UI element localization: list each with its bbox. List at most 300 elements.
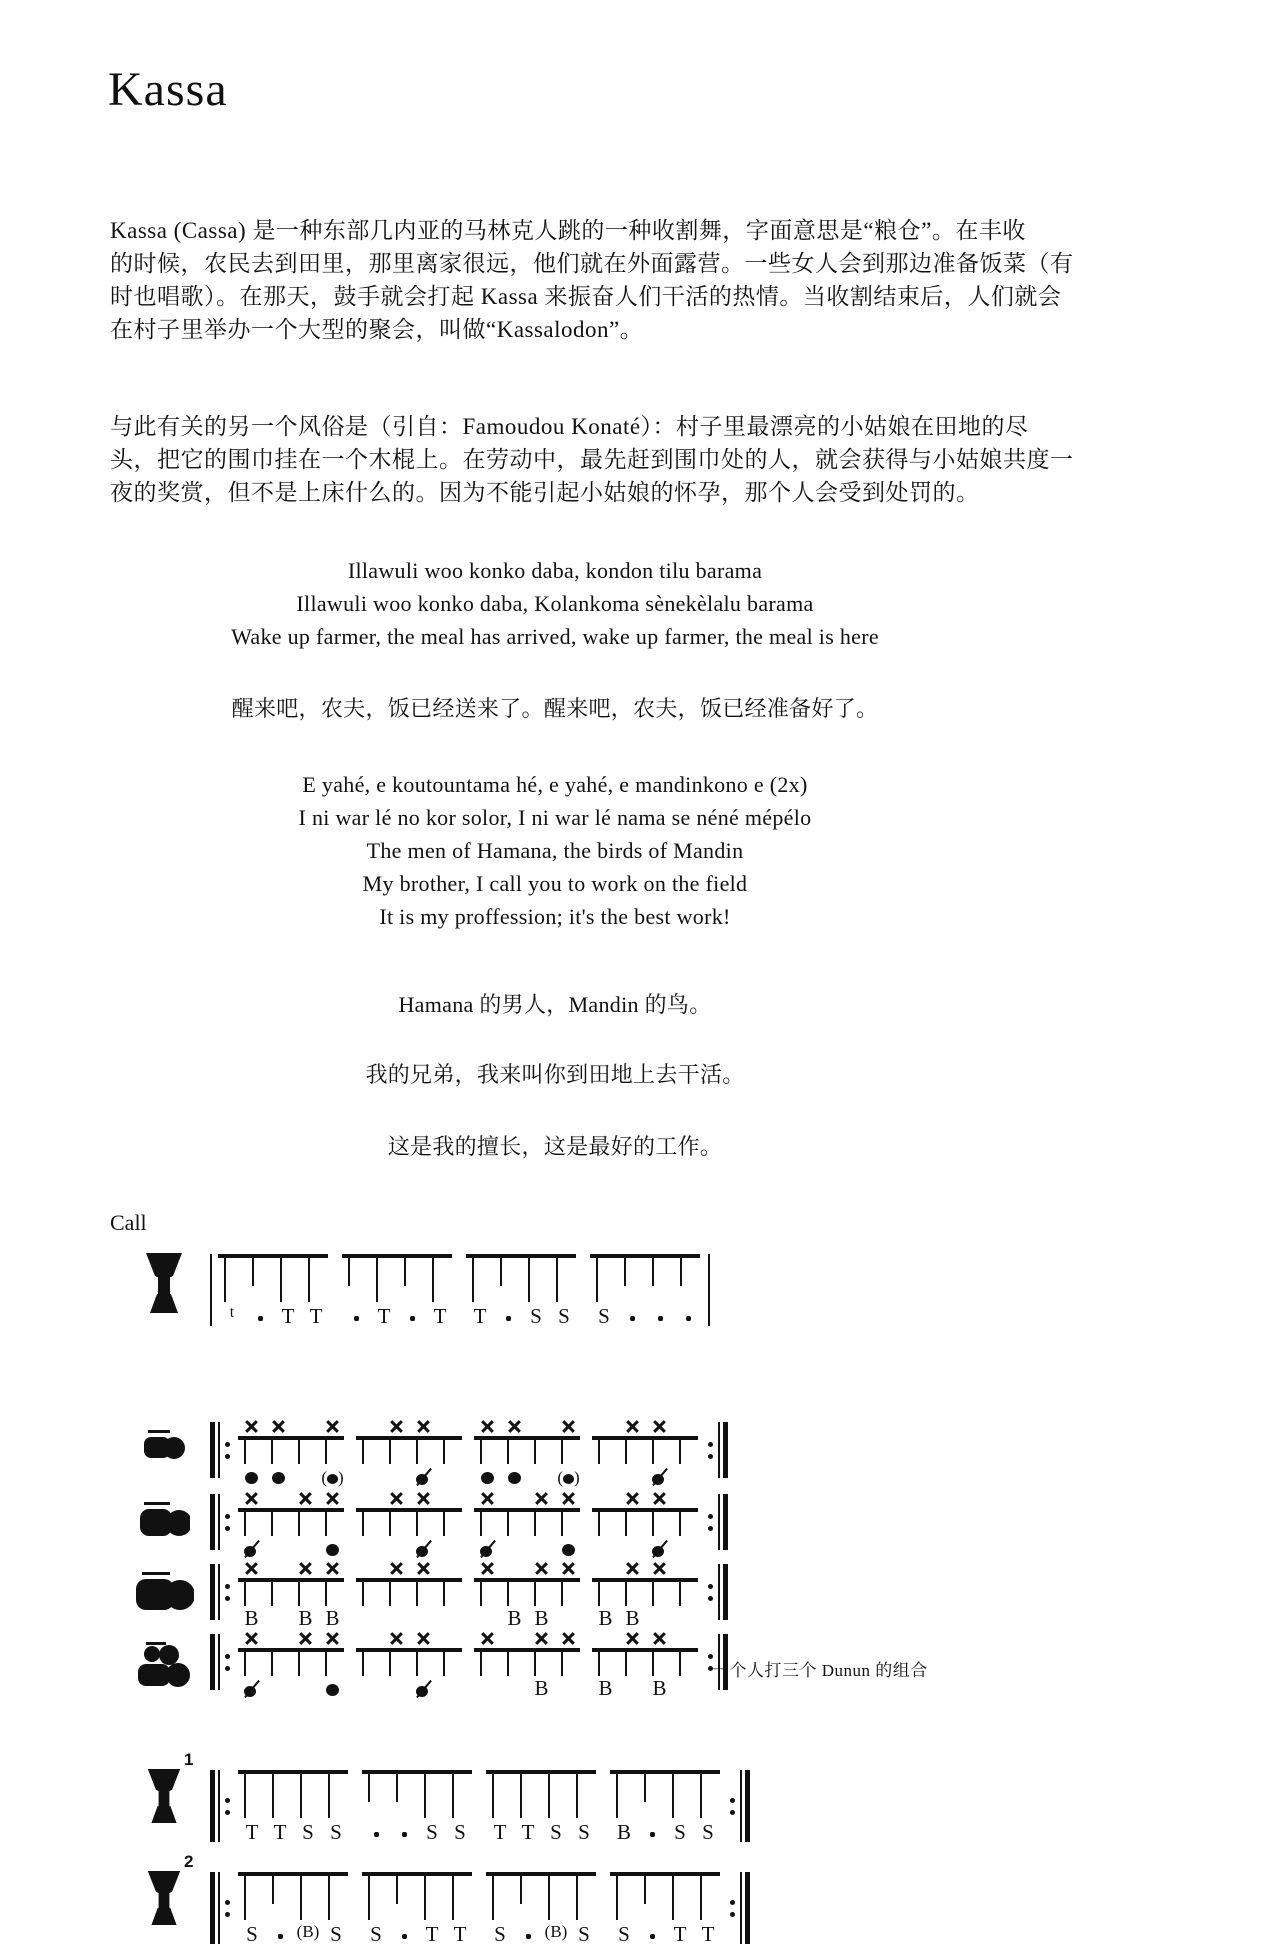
instrument-slot bbox=[118, 1632, 210, 1688]
note-cell bbox=[356, 1562, 383, 1626]
note-cell bbox=[294, 1768, 322, 1848]
note-cell bbox=[238, 1492, 265, 1556]
note-cell bbox=[383, 1420, 410, 1484]
lyric-line: My brother, I call you to work on the field bbox=[362, 871, 748, 896]
lyric-line: It is my proffession; it's the best work! bbox=[379, 904, 731, 929]
note-symbol bbox=[652, 1464, 668, 1488]
note-symbol bbox=[650, 1922, 655, 1946]
beam-group bbox=[362, 1870, 474, 1950]
repeat-end-barline bbox=[728, 1770, 750, 1842]
note-symbol bbox=[416, 1676, 432, 1700]
note-cell bbox=[437, 1562, 464, 1626]
sangban-drum-icon bbox=[138, 1502, 190, 1540]
note-symbol bbox=[326, 1536, 339, 1560]
note-symbol: (B) bbox=[296, 1922, 320, 1941]
lyric-line: E yahé, e koutountama hé, e yahé, e mandinkono e (2x) bbox=[302, 772, 808, 797]
bell-stroke-x-icon bbox=[245, 1420, 258, 1433]
beam-group bbox=[474, 1492, 582, 1556]
note-cell bbox=[319, 1420, 346, 1487]
note-cell bbox=[694, 1768, 722, 1848]
note-cell bbox=[646, 1562, 673, 1626]
beam-group bbox=[610, 1870, 722, 1950]
note-cell bbox=[398, 1252, 426, 1332]
note-symbol: T bbox=[473, 1304, 487, 1328]
barline bbox=[708, 1254, 710, 1326]
beam-group bbox=[590, 1252, 702, 1332]
beam-group bbox=[592, 1492, 700, 1556]
note-symbol: S bbox=[330, 1820, 342, 1844]
note-symbol: S bbox=[494, 1922, 506, 1946]
note-cell bbox=[292, 1632, 319, 1696]
repeat-start-barline bbox=[210, 1770, 232, 1842]
note-cell bbox=[238, 1420, 265, 1484]
note-cell bbox=[418, 1870, 446, 1950]
note-cell bbox=[319, 1562, 346, 1630]
repeat-end-barline bbox=[706, 1564, 728, 1620]
beam-group bbox=[238, 1632, 346, 1696]
note-symbol: T bbox=[245, 1820, 259, 1844]
note-cell bbox=[528, 1632, 555, 1700]
note-cell bbox=[638, 1870, 666, 1950]
paragraph-line: 与此有关的另一个风俗是（引自：Famoudou Konaté）：村子里最漂亮的小姑娘在田地的尽 bbox=[110, 414, 1029, 439]
note-cell bbox=[322, 1768, 350, 1848]
instrument-slot bbox=[118, 1562, 210, 1614]
bell-stroke-x-icon bbox=[417, 1632, 430, 1645]
note-symbol: B bbox=[507, 1606, 522, 1630]
call-label: Call bbox=[110, 1210, 147, 1235]
notation-row-djembe-2 bbox=[118, 1852, 750, 1950]
note-cell bbox=[555, 1492, 582, 1556]
bell-stroke-x-icon bbox=[245, 1632, 258, 1645]
note-cell bbox=[592, 1420, 619, 1484]
bell-stroke-x-icon bbox=[390, 1632, 403, 1645]
djembe-icon bbox=[144, 1252, 184, 1314]
bell-stroke-x-icon bbox=[626, 1562, 639, 1575]
row-number-label: 1 bbox=[184, 1750, 194, 1769]
note-cell bbox=[238, 1562, 265, 1630]
bell-stroke-x-icon bbox=[626, 1420, 639, 1433]
note-symbol bbox=[480, 1536, 496, 1560]
note-symbol bbox=[244, 1536, 260, 1560]
note-cell bbox=[618, 1252, 646, 1332]
note-cell bbox=[528, 1562, 555, 1630]
instrument-slot bbox=[118, 1252, 210, 1314]
note-symbol: S bbox=[454, 1820, 466, 1844]
note-symbol bbox=[652, 1536, 668, 1560]
note-symbol bbox=[258, 1304, 263, 1328]
note-cell bbox=[494, 1252, 522, 1332]
custom-paragraph bbox=[110, 410, 1190, 509]
note-cell bbox=[446, 1768, 474, 1848]
note-cell bbox=[362, 1768, 390, 1848]
note-symbol: S bbox=[558, 1304, 570, 1328]
beam-group bbox=[486, 1768, 598, 1848]
note-cell bbox=[238, 1870, 266, 1950]
note-cell bbox=[646, 1252, 674, 1332]
beam-group bbox=[356, 1632, 464, 1696]
note-symbol bbox=[244, 1676, 260, 1700]
note-cell bbox=[619, 1632, 646, 1696]
intro-paragraph bbox=[110, 214, 1190, 346]
note-cell bbox=[592, 1492, 619, 1556]
note-cell bbox=[437, 1632, 464, 1696]
note-symbol: S bbox=[702, 1820, 714, 1844]
note-symbol: t bbox=[229, 1304, 235, 1321]
note-symbol: S bbox=[674, 1820, 686, 1844]
beam-group bbox=[356, 1562, 464, 1626]
beam-group bbox=[238, 1768, 350, 1848]
note-symbol bbox=[410, 1304, 415, 1328]
note-cell bbox=[410, 1632, 437, 1696]
note-cell bbox=[410, 1562, 437, 1626]
notation-row-djembe-1 bbox=[118, 1750, 750, 1848]
note-symbol bbox=[416, 1464, 432, 1488]
note-cell bbox=[486, 1870, 514, 1950]
lyric-line: Wake up farmer, the meal has arrived, wake up farmer, the meal is here bbox=[231, 624, 879, 649]
beam-group bbox=[610, 1768, 722, 1848]
lyric-line: The men of Hamana, the birds of Mandin bbox=[366, 838, 744, 863]
note-symbol: (B) bbox=[544, 1922, 568, 1941]
note-cell bbox=[592, 1632, 619, 1700]
bell-stroke-x-icon bbox=[653, 1492, 666, 1505]
note-symbol: B bbox=[652, 1676, 667, 1700]
note-symbol bbox=[658, 1304, 663, 1328]
note-cell bbox=[266, 1768, 294, 1848]
note-cell bbox=[426, 1252, 454, 1332]
note-cell bbox=[410, 1420, 437, 1484]
note-cell bbox=[674, 1252, 702, 1332]
note-cell bbox=[319, 1632, 346, 1696]
beam-group bbox=[238, 1420, 346, 1487]
bell-stroke-x-icon bbox=[535, 1632, 548, 1645]
bell-stroke-x-icon bbox=[653, 1632, 666, 1645]
note-symbol: T bbox=[493, 1820, 507, 1844]
bell-stroke-x-icon bbox=[653, 1562, 666, 1575]
lyric-line: I ni war lé no kor solor, I ni war lé nama se néné mépélo bbox=[298, 805, 812, 830]
note-cell bbox=[356, 1492, 383, 1556]
note-symbol: S bbox=[246, 1922, 258, 1946]
repeat-end-barline bbox=[706, 1494, 728, 1550]
paragraph-line: 在村子里举办一个大型的聚会，叫做“Kassalodon”。 bbox=[110, 317, 644, 342]
bell-stroke-x-icon bbox=[326, 1562, 339, 1575]
note-cell bbox=[294, 1870, 322, 1950]
note-cell bbox=[646, 1632, 673, 1700]
note-cell bbox=[319, 1492, 346, 1556]
note-symbol bbox=[245, 1464, 258, 1488]
note-cell bbox=[666, 1768, 694, 1848]
lyric-line: Hamana 的男人，Mandin 的鸟。 bbox=[398, 992, 712, 1017]
note-cell bbox=[383, 1632, 410, 1696]
note-cell bbox=[265, 1492, 292, 1556]
note-cell bbox=[474, 1420, 501, 1484]
notation-row-dununba bbox=[118, 1562, 728, 1630]
note-symbol bbox=[650, 1820, 655, 1844]
note-cell bbox=[555, 1632, 582, 1696]
note-symbol: T bbox=[377, 1304, 391, 1328]
lyric-line: Illawuli woo konko daba, Kolankoma sènekèlalu barama bbox=[296, 591, 814, 616]
bell-stroke-x-icon bbox=[481, 1632, 494, 1645]
note-symbol: B bbox=[616, 1820, 631, 1844]
bell-stroke-x-icon bbox=[272, 1420, 285, 1433]
bell-stroke-x-icon bbox=[326, 1420, 339, 1433]
note-symbol: S bbox=[578, 1922, 590, 1946]
note-symbol: T bbox=[309, 1304, 323, 1328]
note-symbol bbox=[402, 1922, 407, 1946]
note-symbol: T bbox=[273, 1820, 287, 1844]
note-cell bbox=[555, 1562, 582, 1626]
bell-stroke-x-icon bbox=[326, 1492, 339, 1505]
notation-row-sangban bbox=[118, 1492, 728, 1556]
note-symbol: S bbox=[618, 1922, 630, 1946]
note-symbol: S bbox=[370, 1922, 382, 1946]
bell-stroke-x-icon bbox=[653, 1420, 666, 1433]
notation-row-call bbox=[118, 1252, 710, 1332]
note-symbol: S bbox=[598, 1304, 610, 1328]
page-title: Kassa bbox=[108, 63, 228, 116]
note-symbol: S bbox=[426, 1820, 438, 1844]
bell-stroke-x-icon bbox=[508, 1420, 521, 1433]
note-cell bbox=[522, 1252, 550, 1332]
note-symbol: T bbox=[425, 1922, 439, 1946]
paragraph-line: 时也唱歌）。在那天，鼓手就会打起 Kassa 来振奋人们干活的热情。当收割结束后，人们就会 bbox=[110, 284, 1062, 309]
note-cell bbox=[410, 1492, 437, 1556]
note-cell bbox=[238, 1768, 266, 1848]
note-cell bbox=[266, 1870, 294, 1950]
note-cell bbox=[501, 1420, 528, 1484]
note-cell bbox=[437, 1492, 464, 1556]
note-cell bbox=[362, 1870, 390, 1950]
note-cell bbox=[570, 1870, 598, 1950]
note-symbol bbox=[508, 1464, 521, 1488]
beam-group bbox=[592, 1420, 700, 1484]
repeat-start-barline bbox=[210, 1494, 232, 1550]
note-cell bbox=[265, 1562, 292, 1626]
note-cell bbox=[619, 1492, 646, 1556]
barline bbox=[210, 1254, 212, 1326]
bell-stroke-x-icon bbox=[390, 1492, 403, 1505]
beam-group bbox=[218, 1252, 330, 1332]
note-cell bbox=[474, 1562, 501, 1626]
note-cell bbox=[542, 1768, 570, 1848]
bell-stroke-x-icon bbox=[562, 1492, 575, 1505]
repeat-start-barline bbox=[210, 1872, 232, 1944]
beam-group bbox=[474, 1632, 582, 1700]
bell-stroke-x-icon bbox=[481, 1420, 494, 1433]
note-cell bbox=[474, 1632, 501, 1696]
note-symbol: B bbox=[534, 1676, 549, 1700]
note-symbol: T bbox=[673, 1922, 687, 1946]
note-symbol: T bbox=[521, 1820, 535, 1844]
bell-stroke-x-icon bbox=[562, 1562, 575, 1575]
note-symbol: B bbox=[298, 1606, 313, 1630]
note-symbol bbox=[272, 1464, 285, 1488]
djembe-icon bbox=[146, 1870, 182, 1926]
note-cell bbox=[322, 1870, 350, 1950]
beam-group bbox=[474, 1562, 582, 1630]
note-cell bbox=[646, 1492, 673, 1556]
note-symbol bbox=[374, 1820, 379, 1844]
note-cell bbox=[446, 1870, 474, 1950]
lyric-line: 我的兄弟，我来叫你到田地上去干活。 bbox=[365, 1062, 745, 1087]
note-symbol bbox=[686, 1304, 691, 1328]
beam-group bbox=[238, 1492, 346, 1556]
repeat-start-barline bbox=[210, 1422, 232, 1478]
note-cell bbox=[528, 1492, 555, 1556]
note-cell bbox=[638, 1768, 666, 1848]
note-cell bbox=[570, 1768, 598, 1848]
instrument-slot bbox=[118, 1750, 210, 1824]
row-number-label: 2 bbox=[184, 1852, 194, 1871]
note-cell bbox=[666, 1870, 694, 1950]
beam-group bbox=[356, 1492, 464, 1556]
paragraph-line: 夜的奖赏，但不是上床什么的。因为不能引起小姑娘的怀孕，那个人会受到处罚的。 bbox=[110, 480, 980, 505]
note-cell bbox=[265, 1632, 292, 1696]
note-symbol: T bbox=[453, 1922, 467, 1946]
note-cell bbox=[383, 1492, 410, 1556]
notation-row-dunun-combo bbox=[118, 1632, 728, 1700]
note-symbol bbox=[481, 1464, 494, 1488]
note-symbol bbox=[354, 1304, 359, 1328]
note-cell bbox=[370, 1252, 398, 1332]
notation-row-kenkeni bbox=[118, 1420, 728, 1487]
bell-stroke-x-icon bbox=[299, 1562, 312, 1575]
bell-stroke-x-icon bbox=[562, 1420, 575, 1433]
note-symbol: S bbox=[530, 1304, 542, 1328]
note-cell bbox=[619, 1420, 646, 1484]
dunun-combo-icon bbox=[136, 1642, 192, 1688]
note-symbol: ( ) bbox=[557, 1468, 580, 1487]
kenkeni-drum-icon bbox=[142, 1430, 186, 1462]
repeat-end-barline bbox=[728, 1872, 750, 1944]
note-symbol bbox=[526, 1922, 531, 1946]
beam-group bbox=[342, 1252, 454, 1332]
note-cell bbox=[550, 1252, 578, 1332]
lyric-line: 醒来吧，农夫，饭已经送来了。醒来吧，农夫，饭已经准备好了。 bbox=[231, 696, 879, 721]
note-cell bbox=[542, 1870, 570, 1950]
note-cell bbox=[501, 1492, 528, 1556]
bell-stroke-x-icon bbox=[245, 1492, 258, 1505]
note-cell bbox=[555, 1420, 582, 1487]
bell-stroke-x-icon bbox=[417, 1562, 430, 1575]
note-cell bbox=[437, 1420, 464, 1484]
note-cell bbox=[610, 1870, 638, 1950]
note-cell bbox=[246, 1252, 274, 1332]
beam-group bbox=[238, 1562, 346, 1630]
note-symbol bbox=[506, 1304, 511, 1328]
bell-stroke-x-icon bbox=[326, 1632, 339, 1645]
note-cell bbox=[356, 1420, 383, 1484]
bell-stroke-x-icon bbox=[481, 1492, 494, 1505]
note-symbol: B bbox=[325, 1606, 340, 1630]
note-cell bbox=[466, 1252, 494, 1332]
note-cell bbox=[619, 1562, 646, 1630]
paragraph-line: 头，把它的围巾挂在一个木棍上。在劳动中，最先赶到围巾处的人，就会获得与小姑娘共度一 bbox=[110, 447, 1074, 472]
note-symbol: ( ) bbox=[321, 1468, 344, 1487]
note-cell bbox=[646, 1420, 673, 1484]
note-cell bbox=[501, 1562, 528, 1630]
beam-group bbox=[474, 1420, 582, 1487]
note-symbol bbox=[278, 1922, 283, 1946]
note-symbol: T bbox=[433, 1304, 447, 1328]
bell-stroke-x-icon bbox=[626, 1492, 639, 1505]
note-cell bbox=[390, 1768, 418, 1848]
beam-group bbox=[592, 1562, 700, 1630]
note-symbol: T bbox=[701, 1922, 715, 1946]
note-cell bbox=[474, 1492, 501, 1556]
instrument-slot bbox=[118, 1492, 210, 1540]
instrument-slot bbox=[118, 1852, 210, 1926]
repeat-start-barline bbox=[210, 1564, 232, 1620]
note-cell bbox=[592, 1562, 619, 1630]
beam-group bbox=[356, 1420, 464, 1484]
repeat-start-barline bbox=[210, 1634, 232, 1690]
bell-stroke-x-icon bbox=[417, 1420, 430, 1433]
note-cell bbox=[418, 1768, 446, 1848]
djembe-icon bbox=[146, 1768, 182, 1824]
bell-stroke-x-icon bbox=[481, 1562, 494, 1575]
beam-group bbox=[592, 1632, 700, 1700]
note-cell bbox=[673, 1632, 700, 1696]
note-cell bbox=[292, 1562, 319, 1630]
note-symbol: B bbox=[625, 1606, 640, 1630]
note-cell bbox=[514, 1870, 542, 1950]
paragraph-line: Kassa (Cassa) 是一种东部几内亚的马林克人跳的一种收割舞，字面意思是“粮仓”。在丰收 bbox=[110, 218, 1026, 243]
note-cell bbox=[486, 1768, 514, 1848]
note-symbol bbox=[416, 1536, 432, 1560]
note-cell bbox=[218, 1252, 246, 1332]
note-symbol bbox=[326, 1676, 339, 1700]
note-symbol bbox=[562, 1536, 575, 1560]
beam-group bbox=[486, 1870, 598, 1950]
bell-stroke-x-icon bbox=[535, 1492, 548, 1505]
lyric-line: Illawuli woo konko daba, kondon tilu barama bbox=[347, 558, 763, 583]
beam-group bbox=[362, 1768, 474, 1848]
note-symbol: S bbox=[550, 1820, 562, 1844]
note-cell bbox=[610, 1768, 638, 1848]
note-cell bbox=[694, 1870, 722, 1950]
note-symbol: T bbox=[281, 1304, 295, 1328]
note-cell bbox=[528, 1420, 555, 1484]
note-cell bbox=[390, 1870, 418, 1950]
note-symbol: S bbox=[330, 1922, 342, 1946]
note-cell bbox=[514, 1768, 542, 1848]
bell-stroke-x-icon bbox=[535, 1562, 548, 1575]
beam-group bbox=[466, 1252, 578, 1332]
note-cell bbox=[238, 1632, 265, 1696]
repeat-end-barline bbox=[706, 1422, 728, 1478]
bell-stroke-x-icon bbox=[390, 1562, 403, 1575]
paragraph-line: 的时候，农民去到田里，那里离家很远，他们就在外面露营。一些女人会到那边准备饭菜（有 bbox=[110, 251, 1074, 276]
note-symbol: B bbox=[244, 1606, 259, 1630]
bell-stroke-x-icon bbox=[299, 1632, 312, 1645]
note-cell bbox=[356, 1632, 383, 1696]
note-cell bbox=[673, 1492, 700, 1556]
instrument-slot bbox=[118, 1420, 210, 1462]
bell-stroke-x-icon bbox=[245, 1562, 258, 1575]
note-symbol bbox=[402, 1820, 407, 1844]
note-cell bbox=[590, 1252, 618, 1332]
note-symbol: B bbox=[598, 1676, 613, 1700]
note-symbol bbox=[630, 1304, 635, 1328]
note-cell bbox=[292, 1420, 319, 1484]
note-cell bbox=[265, 1420, 292, 1484]
bell-stroke-x-icon bbox=[390, 1420, 403, 1433]
note-cell bbox=[274, 1252, 302, 1332]
note-cell bbox=[292, 1492, 319, 1556]
note-cell bbox=[501, 1632, 528, 1696]
note-cell bbox=[673, 1420, 700, 1484]
note-symbol: S bbox=[302, 1820, 314, 1844]
